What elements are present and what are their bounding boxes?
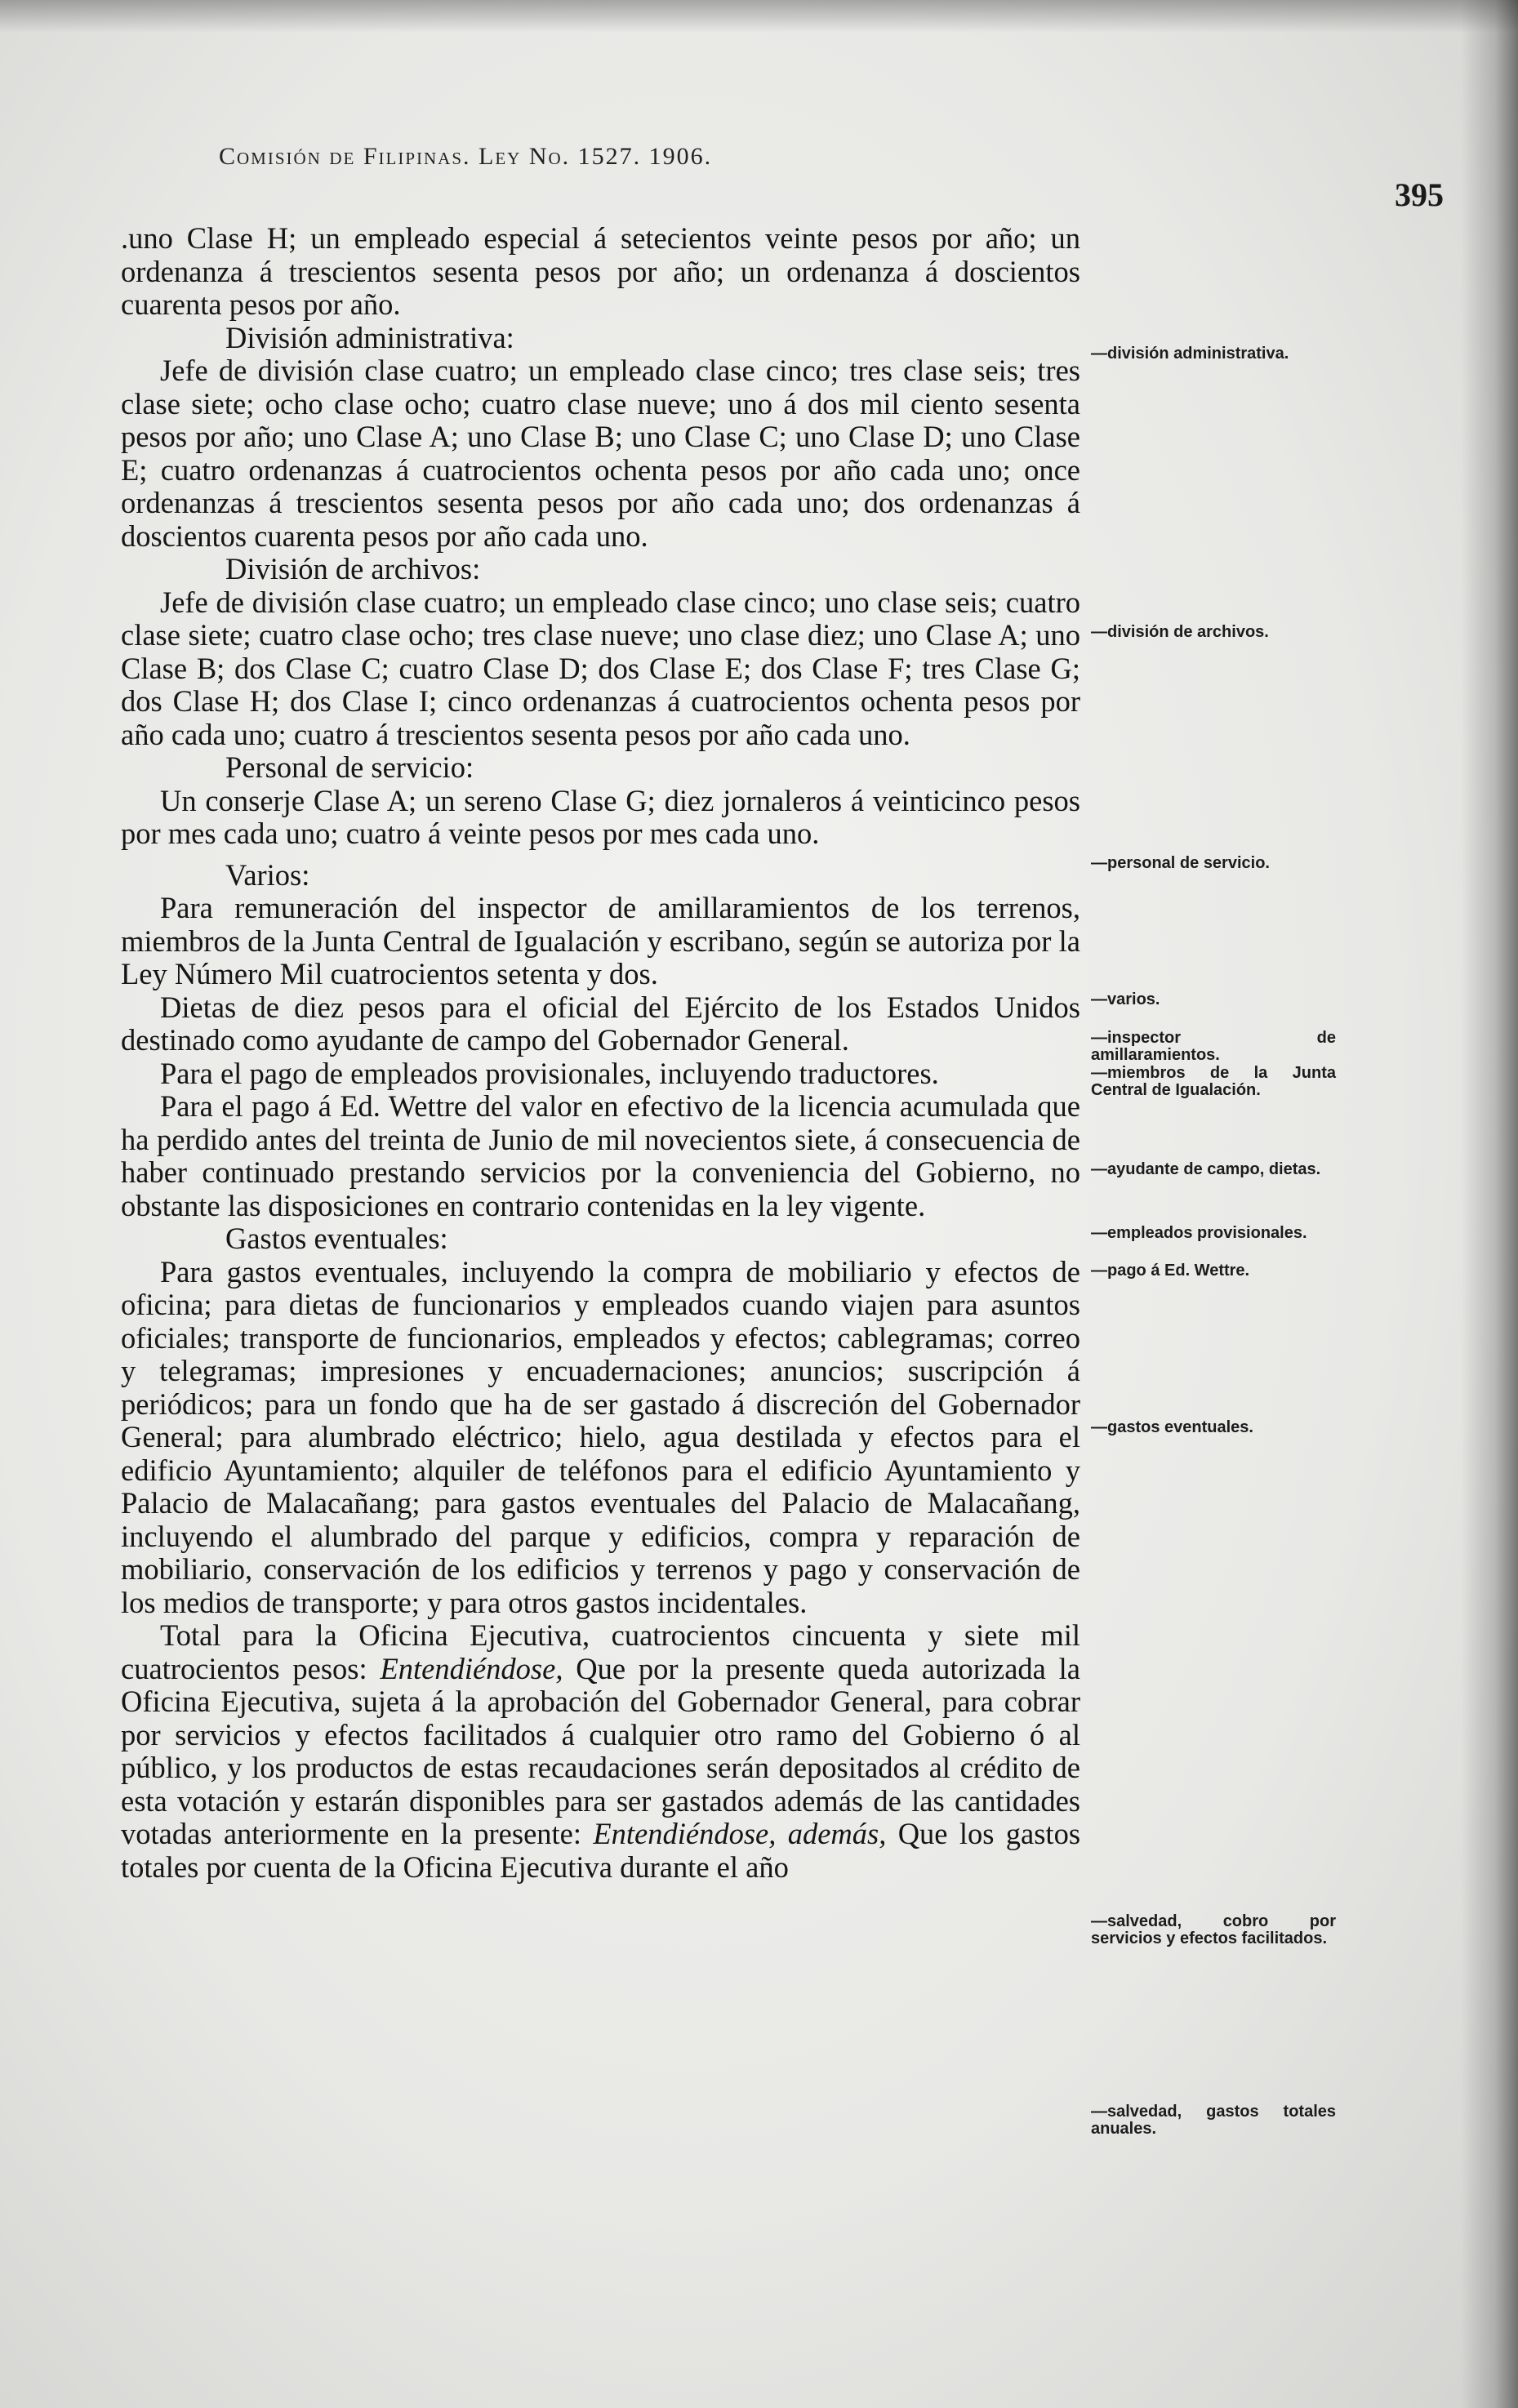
section-heading-archivos: División de archivos: [225,552,481,585]
margin-note-division-administrativa: —división administrativa. [1091,345,1289,363]
paragraph-administrativa: Jefe de división clase cuatro; un empleado clase cinco; tres clase seis; tres clase siete; ocho clase ocho; cuatro clase nueve; uno á dos mil ciento sesenta pesos por año; uno Clase A; uno Clase B; uno Clase C; uno Clase D; uno Clase E; cuatro ordenanzas á cuatrocientos ochenta pesos por año cada uno; once ordenanzas á trescientos sesenta pesos por año cada uno; dos ordenanzas á doscientos cuarenta pesos por año cada uno. [121,354,1080,553]
margin-note-division-archivos: —división de archivos. [1091,623,1269,641]
section-heading-personal: Personal de servicio: [225,750,474,784]
total-text-a: Total para la Oficina Ejecutiva, cuatrocientos cincuenta y siete mil cuatrocientos pesos: [121,1618,1080,1685]
scan-shadow-top [0,0,1518,33]
margin-note-personal-servicio: —personal de servicio. [1091,854,1270,872]
scan-shadow-right [1461,0,1518,2408]
margin-note-varios: —varios. [1091,990,1160,1008]
paragraph-inspector: Para remuneración del inspector de amillaramientos de los terrenos, miembros de la Junta Central de Igualación y escribano, según se autoriza por la Ley Número Mil cuatrocientos setenta y dos. [121,891,1080,990]
body-text [121,222,1080,1884]
section-heading-varios: Varios: [225,857,310,892]
section-heading-gastos: Gastos eventuales: [225,1222,448,1255]
margin-note-junta-central: —miembros de la Junta Central de Igualación. [1091,1064,1336,1099]
paragraph-dietas: Dietas de diez pesos para el oficial del Ejército de los Estados Unidos destinado como ayudante de campo del Gobernador General. [121,990,1080,1057]
total-text-c: Que los gastos totales por cuenta de la Oficina Ejecutiva durante el año [121,1817,1081,1884]
section-heading-administrativa: División administrativa: [225,320,514,354]
paragraph-wettre: Para el pago á Ed. Wettre del valor en efectivo de la licencia acumulada que ha perdido antes del treinta de Junio de mil novecientos siete, á consecuencia de haber continuado prestando servicios por la conveniencia del Gobierno, no obstante las disposiciones en contrario contenidas en la ley vigente. [121,1089,1080,1222]
margin-note-salvedad-gastos: —salvedad, gastos totales anuales. [1091,2103,1336,2138]
paragraph-archivos: Jefe de división clase cuatro; un empleado clase cinco; uno clase seis; cuatro clase siete; cuatro clase ocho; tres clase nueve; uno clase diez; uno Clase A; uno Clase B; dos Clase C; cuatro Clase D; dos Clase E; dos Clase F; tres Clase G; dos Clase H; dos Clase I; cinco ordenanzas á cuatrocientos ochenta pesos por año cada uno; cuatro á trescientos sesenta pesos por año cada uno. [121,585,1080,751]
proviso-term-2: Entendiéndose, además, [593,1817,887,1850]
paragraph-continuation: .uno Clase H; un empleado especial á setecientos veinte pesos por año; un ordenanza á trescientos sesenta pesos por año; un ordenanza á doscientos cuarenta pesos por año. [121,221,1080,321]
page-number: 395 [1395,176,1444,213]
margin-note-inspector: —inspector de amillaramientos. [1091,1029,1336,1064]
paragraph-gastos: Para gastos eventuales, incluyendo la compra de mobiliario y efectos de oficina; para dietas de funcionarios y empleados cuando viajen para asuntos oficiales; transporte de funcionarios, empleados y efectos; cablegramas; correo y telegramas; impresiones y encuadernaciones; anuncios; suscripción á periódicos; para un fondo que ha de ser gastado á discreción del Gobernador General; para alumbrado eléctrico; hielo, agua destilada y efectos para el edificio Ayuntamiento; alquiler de teléfonos para el edificio Ayuntamiento y Palacio de Malacañang; para gastos eventuales del Palacio de Malacañang, incluyendo el alumbrado del parque y edificios, compra y reparación de mobiliario, conservación de los edificios y terrenos y pago y conservación de los medios de transporte; y para otros gastos incidentales. [121,1254,1080,1619]
paragraph-total [121,1619,1080,1884]
paragraph-empleados: Para el pago de empleados provisionales, incluyendo traductores. [160,1056,939,1090]
proviso-term-1: Entendiéndose, [380,1651,563,1685]
total-text-b: Que por la presente queda autorizada la Oficina Ejecutiva, sujeta á la aprobación del Gobernador General, para cobrar por servicios y efectos facilitados á cualquier otro ramo del Gobierno ó al público, y los productos de estas recaudaciones serán depositados al crédito de esta votación y estarán disponibles para ser gastados además de las cantidades votadas anteriormente en la presente: [121,1651,1081,1850]
margin-note-gastos-eventuales: —gastos eventuales. [1091,1418,1253,1436]
paragraph-personal: Un conserje Clase A; un sereno Clase G; diez jornaleros á veinticinco pesos por mes cada uno; cuatro á veinte pesos por mes cada uno. [121,783,1080,850]
margin-note-wettre: —pago á Ed. Wettre. [1091,1262,1250,1280]
margin-note-salvedad-cobro: —salvedad, cobro por servicios y efectos facilitados. [1091,1912,1336,1947]
running-header: Comisión de Filipinas. Ley No. 1527. 1906. [219,143,713,170]
margin-note-ayudante: —ayudante de campo, dietas. [1091,1160,1321,1178]
margin-note-empleados: —empleados provisionales. [1091,1224,1307,1242]
